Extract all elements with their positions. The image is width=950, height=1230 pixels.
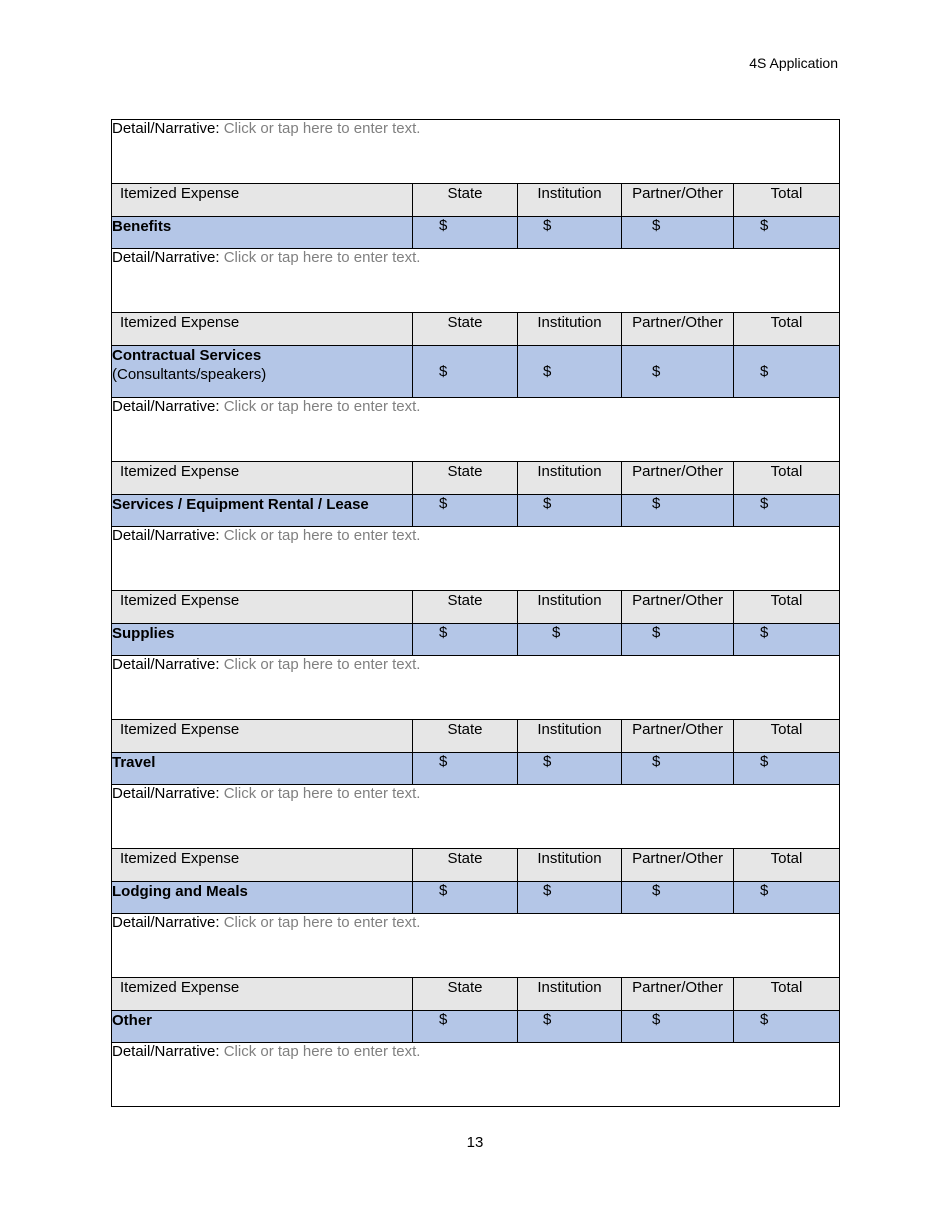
header-partner-other: Partner/Other [622,849,734,882]
header-total: Total [734,184,840,217]
header-institution: Institution [518,591,622,624]
running-header: 4S Application [749,55,838,71]
detail-placeholder[interactable]: Click or tap here to enter text. [223,785,421,802]
institution-amount-field[interactable]: $ [518,346,622,398]
header-total: Total [734,720,840,753]
detail-narrative-cell[interactable] [112,120,840,184]
state-amount-field[interactable]: $ [413,882,518,914]
header-total: Total [734,313,840,346]
detail-label: Detail/Narrative: [112,120,220,137]
detail-placeholder[interactable]: Click or tap here to enter text. [223,398,421,415]
total-amount-field[interactable]: $ [734,882,840,914]
partner-amount-field[interactable]: $ [622,882,734,914]
detail-row [112,914,840,978]
detail-label: Detail/Narrative: [112,785,220,802]
detail-label: Detail/Narrative: [112,656,220,673]
header-total: Total [734,978,840,1011]
expense-row-services-equipment [112,495,840,527]
expense-name: Benefits [112,217,413,249]
detail-row [112,398,840,462]
header-institution: Institution [518,978,622,1011]
header-partner-other: Partner/Other [622,720,734,753]
header-institution: Institution [518,849,622,882]
total-amount-field[interactable]: $ [734,753,840,785]
institution-amount-field[interactable]: $ [518,495,622,527]
header-partner-other: Partner/Other [622,978,734,1011]
state-amount-field[interactable]: $ [413,624,518,656]
detail-label: Detail/Narrative: [112,527,220,544]
detail-narrative-cell[interactable] [112,785,840,849]
detail-narrative-cell[interactable] [112,914,840,978]
partner-amount-field[interactable]: $ [622,624,734,656]
expense-name: Supplies [112,624,413,656]
header-itemized-expense: Itemized Expense [112,184,413,217]
detail-label: Detail/Narrative: [112,249,220,266]
expense-row-contractual-services [112,346,840,398]
header-itemized-expense: Itemized Expense [112,978,413,1011]
detail-placeholder[interactable]: Click or tap here to enter text. [223,1043,421,1060]
detail-row [112,785,840,849]
column-header-row [112,184,840,217]
header-itemized-expense: Itemized Expense [112,849,413,882]
expense-row-other [112,1011,840,1043]
header-institution: Institution [518,313,622,346]
header-partner-other: Partner/Other [622,462,734,495]
header-itemized-expense: Itemized Expense [112,720,413,753]
expense-name: Other [112,1011,413,1043]
header-partner-other: Partner/Other [622,591,734,624]
expense-row-benefits [112,217,840,249]
header-state: State [413,720,518,753]
state-amount-field[interactable]: $ [413,346,518,398]
header-state: State [413,978,518,1011]
state-amount-field[interactable]: $ [413,1011,518,1043]
detail-placeholder[interactable]: Click or tap here to enter text. [223,527,421,544]
expense-name: Contractual Services (Consultants/speakers) [112,346,413,398]
page-number: 13 [466,1134,484,1151]
detail-narrative-cell[interactable] [112,527,840,591]
detail-placeholder[interactable]: Click or tap here to enter text. [223,914,421,931]
header-institution: Institution [518,720,622,753]
header-total: Total [734,462,840,495]
total-amount-field[interactable]: $ [734,624,840,656]
state-amount-field[interactable]: $ [413,495,518,527]
institution-amount-field[interactable]: $ [518,217,622,249]
detail-label: Detail/Narrative: [112,398,220,415]
expense-subtitle: (Consultants/speakers) [112,366,267,383]
detail-row [112,249,840,313]
institution-amount-field[interactable]: $ [518,1011,622,1043]
column-header-row [112,849,840,882]
header-institution: Institution [518,462,622,495]
column-header-row [112,462,840,495]
institution-amount-field[interactable]: $ [518,624,622,656]
institution-amount-field[interactable]: $ [518,753,622,785]
detail-narrative-cell[interactable] [112,656,840,720]
total-amount-field[interactable]: $ [734,495,840,527]
detail-row [112,120,840,184]
detail-placeholder[interactable]: Click or tap here to enter text. [223,249,421,266]
total-amount-field[interactable]: $ [734,1011,840,1043]
total-amount-field[interactable]: $ [734,346,840,398]
detail-placeholder[interactable]: Click or tap here to enter text. [223,656,421,673]
header-partner-other: Partner/Other [622,313,734,346]
header-institution: Institution [518,184,622,217]
header-itemized-expense: Itemized Expense [112,591,413,624]
header-itemized-expense: Itemized Expense [112,313,413,346]
partner-amount-field[interactable]: $ [622,495,734,527]
expense-row-travel [112,753,840,785]
header-state: State [413,313,518,346]
detail-row [112,1043,840,1107]
header-total: Total [734,591,840,624]
partner-amount-field[interactable]: $ [622,217,734,249]
column-header-row [112,591,840,624]
partner-amount-field[interactable]: $ [622,753,734,785]
header-partner-other: Partner/Other [622,184,734,217]
detail-placeholder[interactable]: Click or tap here to enter text. [223,120,421,137]
detail-label: Detail/Narrative: [112,1043,220,1060]
detail-row [112,527,840,591]
header-state: State [413,849,518,882]
state-amount-field[interactable]: $ [413,753,518,785]
state-amount-field[interactable]: $ [413,217,518,249]
header-itemized-expense: Itemized Expense [112,462,413,495]
budget-table [111,119,840,1107]
header-state: State [413,462,518,495]
header-state: State [413,591,518,624]
total-amount-field[interactable]: $ [734,217,840,249]
expense-name: Services / Equipment Rental / Lease [112,495,413,527]
detail-narrative-cell[interactable] [112,1043,840,1107]
detail-row [112,656,840,720]
detail-label: Detail/Narrative: [112,914,220,931]
header-total: Total [734,849,840,882]
expense-row-supplies [112,624,840,656]
institution-amount-field[interactable]: $ [518,882,622,914]
header-state: State [413,184,518,217]
column-header-row [112,313,840,346]
detail-narrative-cell[interactable] [112,398,840,462]
expense-row-lodging-meals [112,882,840,914]
expense-name: Lodging and Meals [112,882,413,914]
column-header-row [112,978,840,1011]
partner-amount-field[interactable]: $ [622,1011,734,1043]
expense-name: Travel [112,753,413,785]
detail-narrative-cell[interactable] [112,249,840,313]
partner-amount-field[interactable]: $ [622,346,734,398]
column-header-row [112,720,840,753]
